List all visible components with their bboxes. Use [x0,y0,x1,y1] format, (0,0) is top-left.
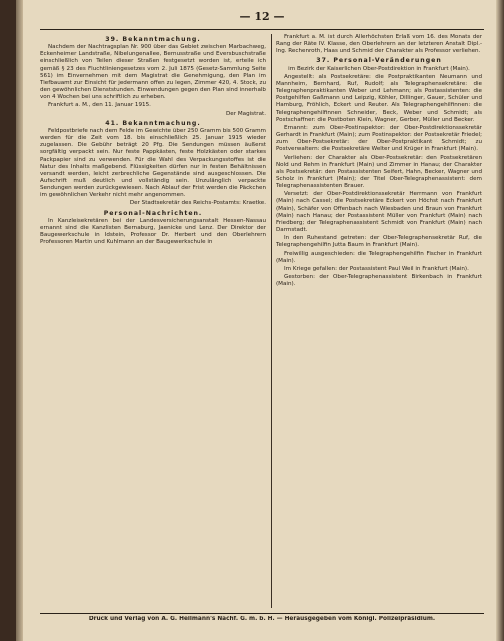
book-spine [0,0,16,641]
section-text: Gestorben: der Ober-Telegraphenassistent Birkenbach in Frankfurt (Main). [276,274,482,288]
section-signature: Der Magistrat. [226,110,266,117]
section-text: Freiwillig ausgeschieden: die Telegraphengehilfin Fischer in Frankfurt (Main). [276,250,482,264]
section-title: Personal-Nachrichten. [103,209,203,217]
section-text: In den Ruhestand getreten: der Ober-Telegraphensekretär Ruf, die Telegraphengehilfin Jutta Baum in Frankfurt (Main). [276,235,482,249]
section-text: Versetzt: der Ober-Postdirektionssekretär Herrmann von Frankfurt (Main) nach Cassel; die Postsekretäre Eckert von Höchst nach Frankfurt (Main), Schäfer von Offenbach nach Wiesbaden und Braun von Frankfurt (Main) nach Hanau; der Postassistent Müller von Frankfurt (Main) nach Friedberg; der Telegraphenassistent Schmidt von Frankfurt (Main) nach Darmstadt. [276,191,482,234]
section-text: Angestellt: als Postsekretäre: die Postpraktikanten Neumann und Mannheim, Bernhard, Ruf, Rudolf; als Telegraphensekretäre: die Telegraphenpraktikanten Weber und Lehmann; als Postassistenten: die Postgehilfen Gaßmann und Leipzig, Köhler, Dillinger, Gauer, Schüler und Hamburg, Fröhlich, Eckert und Reuter. Als Telegraphengehilfinnen: die Telegraphengehilfinnen Schneider, Beck, Weber und Schmidt; als Postschaffner: die Postboten Klein, Wagner, Gerber, Müller und Becker. [276,73,482,123]
section-title: 37. Personal-Veränderungen [316,57,442,65]
section-text: Ernannt: zum Ober-Postinspektor: der Ober-Postdirektionssekretär Gerhardt in Frankfurt (Main); zum Postinspektor: der Postsekretär Friedel; zum Ober-Postsekretär: der Ober-Postpraktikant Schmidt; zu Postverwaltern: die Postsekretäre Welter und Krüger in Frankfurt (Main). [276,124,482,153]
section-text: Frankfurt a. M. ist durch Allerhöchsten Erlaß vom 16. des Monats der Rang der Räte IV. Klasse, den Oberlehrern an der letzteren Anstalt Dipl.-Ing. Rechenroth, Haas und Schmid der Charakter als Professor verliehen. [276,34,482,55]
section-date: Frankfurt a. M., den 11. Januar 1915. [48,102,151,109]
section-signature: Der Stadtsekretär des Reichs-Postamts: Kraetke. [129,200,266,207]
section-title: 41. Bekanntmachung. [105,119,201,127]
section-subtitle: im Bezirk der Kaiserlichen Ober-Postdirektion in Frankfurt (Main). [288,65,470,72]
footer-rule [40,613,484,614]
right-column [276,34,482,608]
header-rule [40,29,484,30]
section-text: Verliehen: der Charakter als Ober-Postsekretär: den Postsekretären Nold und Rehm in Frankfurt (Main) und Zimmer in Hanau; der Charakter als Postsekretär: den Postassistenten Seifert, Hahn, Becker, Wagner und Scholz in Frankfurt (Main); der Titel Ober-Telegraphenassistent: dem Telegraphenassistenten Brauer. [276,154,482,190]
page-number: — 12 — [239,10,285,23]
section-text: Im Kriege gefallen: der Postassistent Paul Weil in Frankfurt (Main). [284,265,469,272]
column-divider [271,34,272,608]
page-header [40,10,484,24]
section-text: Nachdem der Nachtragsplan Nr. 900 über das Gebiet zwischen Marbachweg, Eckenheimer Landstraße, Nibelungenallee, Bernusstraße und Eversbuschstraße einschließlich von Teilen dieser Straßen festgesetzt worden ist, erteile ich gemäß § 23 des Fluchtliniengesetzes vom 2. Juli 1875 (Gesetz-Sammlung Seite 561) im Einvernehmen mit dem Magistrat die Genehmigung, den Plan im Tiefbauamt zur Einsicht für jedermann offen zu legen, Zimmer 420, 4. Stock, zu den gewöhnlichen Dienststunden. Einwendungen gegen den Plan sind innerhalb von 4 Wochen bei uns schriftlich zu erheben. [40,44,266,101]
left-column [40,34,266,608]
section-text: Feldpostbriefe nach dem Felde im Gewichte über 250 Gramm bis 500 Gramm werden für die Zeit vom 18. bis einschließlich 25. Januar 1915 wieder zugelassen. Die Gebühr beträgt 20 Pfg. Die Sendungen müssen äußerst sorgfältig verpackt sein. Nur feste Pappkästen, feste Holzkästen oder starkes Packpapier sind zu verwenden. Für die Wahl des Verpackungsstoffes ist die Natur des Inhalts maßgebend. Flüssigkeiten dürfen nur in festen Behältnissen versandt werden, leicht zerbrechliche Gegenstände sind ausgeschlossen. Die Aufschrift muß deutlich und vollständig sein. Unzulänglich verpackte Sendungen werden zurückgewiesen. Nach Ablauf der Frist werden die Päckchen im gewöhnlichen Verkehr nicht mehr angenommen. [40,127,266,199]
section-text: In Kanzleisekretären bei der Landesversicherungsanstalt Hessen-Nassau ernannt sind die Kanzlisten Bernaburg, Jaenicke und Lenz. Der Direktor der Baugewerkschule in Idstein, Professor Dr. Herbert und den Oberlehrern Professoren Martin und Kuhlmann an der Baugewerkschule in [40,217,266,246]
section-title: 39. Bekanntmachung. [105,36,201,43]
page-edge [496,0,504,641]
book-gutter [16,0,23,641]
imprint-footer: Druck und Verlag von A. G. Heilmann's Nachf. G. m. b. H. — Herausgegeben vom Königl. Polizeipräsidium. [88,616,436,622]
